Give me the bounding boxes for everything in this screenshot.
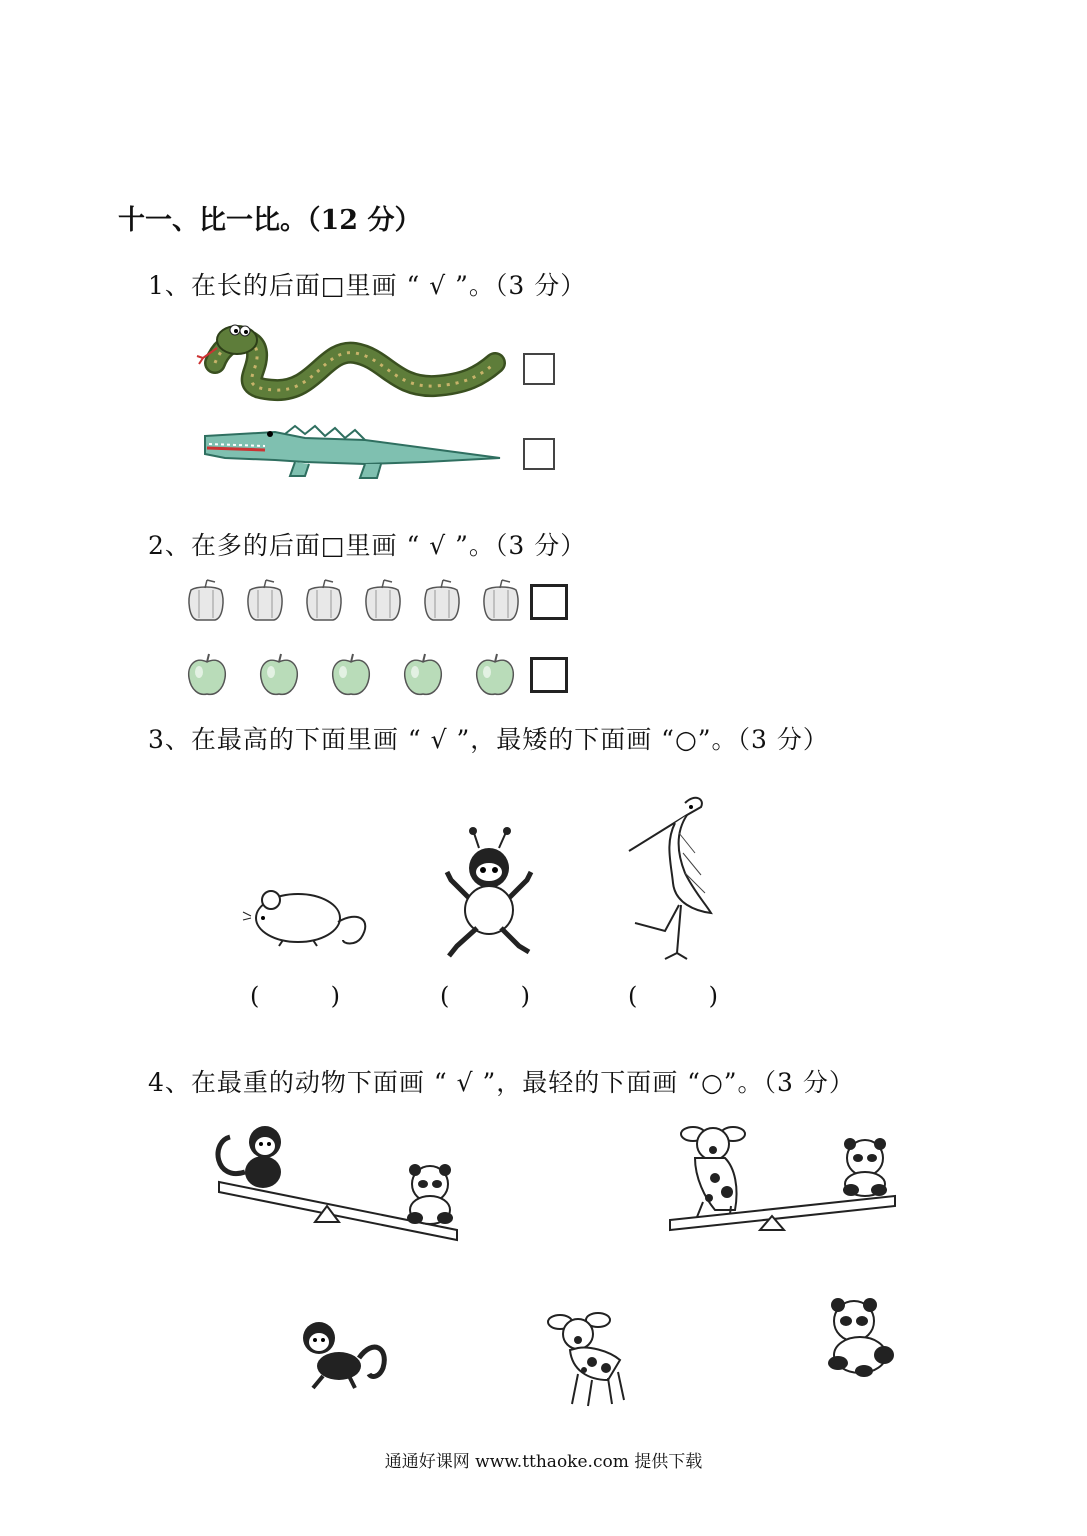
answer-paren-heron[interactable] xyxy=(628,982,718,1010)
paren-open: ( xyxy=(440,982,450,1010)
answer-box-peppers[interactable] xyxy=(530,584,568,620)
deer-icon xyxy=(548,1310,632,1410)
mouse-icon xyxy=(243,880,371,950)
paren-open: ( xyxy=(628,982,638,1010)
pepper-icon xyxy=(185,580,227,624)
pepper-icon xyxy=(303,580,345,624)
panda-icon xyxy=(407,1164,453,1224)
monkey-icon xyxy=(293,1318,389,1390)
section-title: 十一、比一比。（12 分） xyxy=(118,205,422,236)
panda-icon xyxy=(843,1138,887,1196)
paren-close: ) xyxy=(520,982,530,1010)
seesaw-monkey-panda xyxy=(205,1122,465,1247)
deer-icon xyxy=(681,1127,745,1222)
answer-box-snake[interactable] xyxy=(523,353,555,385)
heron-icon xyxy=(625,793,720,963)
apple-icon xyxy=(185,652,229,698)
apple-icon xyxy=(401,652,445,698)
monkey-icon xyxy=(218,1126,281,1188)
apple-icon xyxy=(257,652,301,698)
paren-close: ) xyxy=(330,982,340,1010)
apple-icon xyxy=(329,652,373,698)
question-1-text: 1、在长的后面□里画 “ √ ”。（3 分） xyxy=(148,271,587,300)
pepper-icon xyxy=(244,580,286,624)
footer-text: 通通好课网 www.tthaoke.com 提供下载 xyxy=(384,1452,703,1472)
apple-icon xyxy=(473,652,517,698)
pepper-icon xyxy=(480,580,522,624)
paren-close: ) xyxy=(708,982,718,1010)
panda-icon xyxy=(822,1297,898,1379)
snake-icon xyxy=(195,318,505,400)
seesaw-deer-panda xyxy=(665,1118,900,1238)
pepper-icon xyxy=(421,580,463,624)
answer-box-crocodile[interactable] xyxy=(523,438,555,470)
paren-open: ( xyxy=(250,982,260,1010)
question-3-text: 3、在最高的下面里画 “ √ ”，最矮的下面画 “○”。（3 分） xyxy=(148,725,829,754)
bee-icon xyxy=(443,828,535,963)
answer-paren-bee[interactable] xyxy=(440,982,530,1010)
answer-paren-mouse[interactable] xyxy=(250,982,340,1010)
answer-box-apples[interactable] xyxy=(530,657,568,693)
pepper-icon xyxy=(362,580,404,624)
question-2-text: 2、在多的后面□里画 “ √ ”。（3 分） xyxy=(148,531,587,560)
crocodile-icon xyxy=(195,418,505,480)
question-4-text: 4、在最重的动物下面画 “ √ ”，最轻的下面画 “○”。（3 分） xyxy=(148,1068,855,1097)
